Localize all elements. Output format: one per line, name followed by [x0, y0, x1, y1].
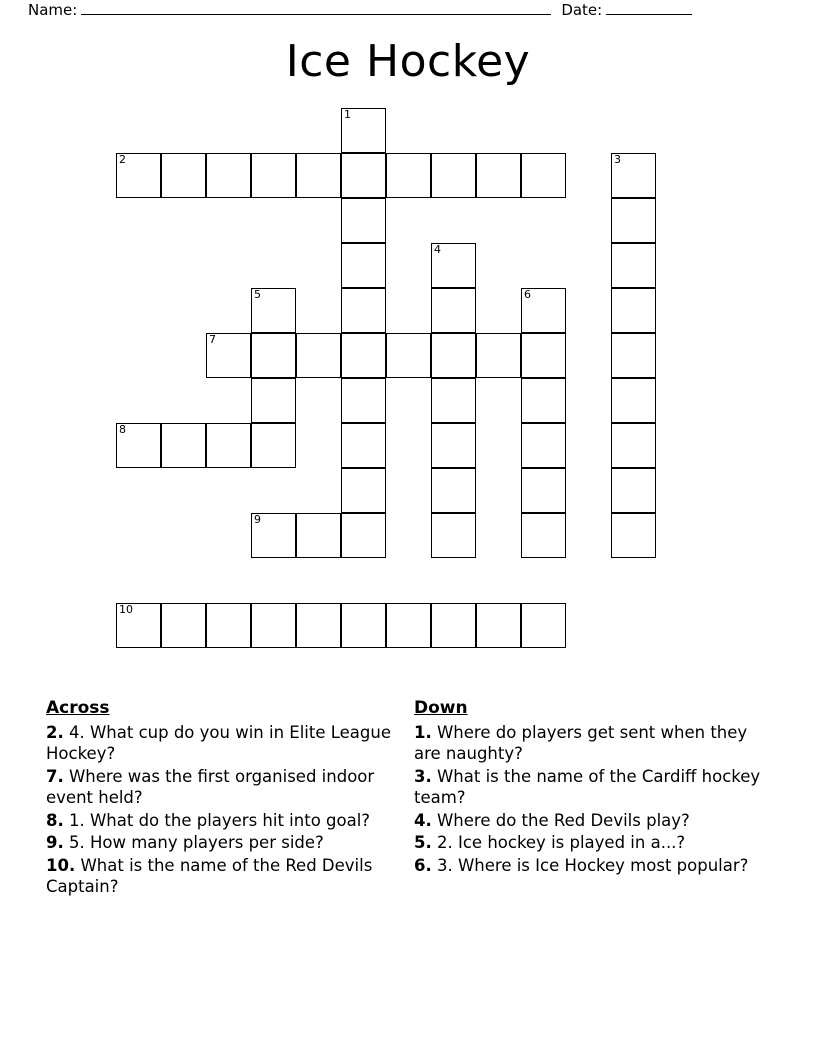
- crossword-cell[interactable]: [611, 153, 656, 198]
- crossword-cell[interactable]: [116, 603, 161, 648]
- crossword-cell[interactable]: [116, 153, 161, 198]
- crossword-cell[interactable]: [206, 333, 251, 378]
- crossword-cell[interactable]: [611, 378, 656, 423]
- clue-number: 8.: [46, 810, 64, 830]
- crossword-cell[interactable]: [341, 153, 386, 198]
- clue-item: [46, 832, 396, 853]
- crossword-cell[interactable]: [161, 153, 206, 198]
- clue-text: 5. How many players per side?: [63, 833, 324, 853]
- crossword-cell[interactable]: [251, 513, 296, 558]
- crossword-cell[interactable]: [431, 603, 476, 648]
- crossword-cell[interactable]: [161, 423, 206, 468]
- crossword-cell[interactable]: [431, 468, 476, 513]
- crossword-cell[interactable]: [206, 603, 251, 648]
- crossword-cell[interactable]: [431, 153, 476, 198]
- crossword-cell[interactable]: [251, 423, 296, 468]
- crossword-cell[interactable]: [476, 333, 521, 378]
- clue-item: [46, 810, 396, 831]
- crossword-cell[interactable]: [206, 423, 251, 468]
- crossword-cell[interactable]: [341, 468, 386, 513]
- crossword-cell[interactable]: [521, 468, 566, 513]
- crossword-cell[interactable]: [611, 513, 656, 558]
- clue-item: [414, 722, 764, 765]
- crossword-cell[interactable]: [611, 243, 656, 288]
- clues-section: [46, 698, 776, 899]
- crossword-cell[interactable]: [521, 378, 566, 423]
- crossword-cell[interactable]: [161, 603, 206, 648]
- crossword-grid[interactable]: [116, 108, 676, 648]
- crossword-cell[interactable]: [386, 603, 431, 648]
- crossword-cell[interactable]: [341, 108, 386, 153]
- date-label: Date:: [561, 1, 603, 19]
- crossword-cell[interactable]: [341, 198, 386, 243]
- cell-number: 5: [254, 288, 261, 301]
- crossword-cell[interactable]: [431, 378, 476, 423]
- crossword-cell[interactable]: [341, 333, 386, 378]
- crossword-cell[interactable]: [431, 288, 476, 333]
- clue-number: 7.: [46, 766, 64, 786]
- across-column: [46, 698, 396, 899]
- crossword-cell[interactable]: [251, 333, 296, 378]
- clue-number: 1.: [414, 723, 432, 742]
- crossword-cell[interactable]: [251, 603, 296, 648]
- crossword-cell[interactable]: [251, 378, 296, 423]
- crossword-cell[interactable]: [611, 468, 656, 513]
- crossword-cell[interactable]: [431, 423, 476, 468]
- crossword-cell[interactable]: [251, 153, 296, 198]
- clue-item: [46, 766, 396, 809]
- clue-number: 5.: [414, 833, 432, 853]
- crossword-cell[interactable]: [431, 243, 476, 288]
- clue-item: [414, 810, 764, 831]
- clue-number: 6.: [414, 855, 432, 875]
- crossword-cell[interactable]: [206, 153, 251, 198]
- across-clue-list: [46, 722, 396, 898]
- crossword-cell[interactable]: [116, 423, 161, 468]
- clue-number: 9.: [46, 833, 64, 853]
- down-column: [414, 698, 764, 899]
- cell-number: 10: [119, 603, 133, 616]
- crossword-cell[interactable]: [386, 333, 431, 378]
- cell-number: 4: [434, 243, 441, 256]
- crossword-cell[interactable]: [341, 513, 386, 558]
- clue-number: 4.: [414, 810, 432, 830]
- name-write-line[interactable]: [81, 0, 551, 15]
- crossword-cell[interactable]: [341, 378, 386, 423]
- cell-number: 2: [119, 153, 126, 166]
- clue-number: 2.: [46, 723, 64, 742]
- cell-number: 9: [254, 513, 261, 526]
- crossword-cell[interactable]: [431, 333, 476, 378]
- crossword-cell[interactable]: [341, 423, 386, 468]
- clue-text: What is the name of the Cardiff hockey team?: [414, 766, 761, 808]
- crossword-cell[interactable]: [521, 513, 566, 558]
- crossword-cell[interactable]: [521, 288, 566, 333]
- crossword-cell[interactable]: [341, 603, 386, 648]
- crossword-cell[interactable]: [476, 603, 521, 648]
- clue-number: 10.: [46, 855, 76, 875]
- crossword-cell[interactable]: [476, 153, 521, 198]
- clue-number: 3.: [414, 766, 432, 786]
- clue-item: [46, 722, 396, 765]
- clue-text: 1. What do the players hit into goal?: [63, 810, 371, 830]
- crossword-cell[interactable]: [521, 153, 566, 198]
- crossword-cell[interactable]: [251, 288, 296, 333]
- across-heading: Across: [46, 698, 110, 718]
- clue-text: Where do players get sent when they are naughty?: [414, 723, 748, 764]
- clue-text: What is the name of the Red Devils Captain?: [46, 855, 373, 897]
- crossword-cell[interactable]: [296, 513, 341, 558]
- cell-number: 8: [119, 423, 126, 436]
- clue-text: 3. Where is Ice Hockey most popular?: [431, 855, 749, 875]
- clue-item: [414, 832, 764, 853]
- crossword-cell[interactable]: [521, 603, 566, 648]
- name-label: Name:: [28, 1, 78, 19]
- crossword-cell[interactable]: [296, 153, 341, 198]
- clue-text: 2. Ice hockey is played in a...?: [431, 833, 686, 853]
- date-write-line[interactable]: [606, 0, 692, 15]
- clue-text: Where do the Red Devils play?: [431, 810, 690, 830]
- crossword-cell[interactable]: [386, 153, 431, 198]
- crossword-cell[interactable]: [611, 333, 656, 378]
- crossword-cell[interactable]: [296, 333, 341, 378]
- clue-text: Where was the first organised indoor event held?: [46, 766, 375, 808]
- crossword-cell[interactable]: [341, 288, 386, 333]
- page-title: Ice Hockey: [285, 36, 531, 87]
- clue-item: [414, 855, 764, 876]
- cell-number: 3: [614, 153, 621, 166]
- crossword-cell[interactable]: [611, 288, 656, 333]
- down-heading: Down: [414, 698, 468, 718]
- cell-number: 6: [524, 288, 531, 301]
- crossword-cell[interactable]: [611, 198, 656, 243]
- crossword-cell[interactable]: [296, 603, 341, 648]
- clue-text: 4. What cup do you win in Elite League Hockey?: [46, 723, 391, 764]
- crossword-cell[interactable]: [521, 423, 566, 468]
- down-clue-list: [414, 722, 764, 876]
- clue-item: [414, 766, 764, 809]
- worksheet-header: [28, 0, 788, 24]
- clue-item: [46, 855, 396, 898]
- crossword-cell[interactable]: [341, 243, 386, 288]
- crossword-cell[interactable]: [431, 513, 476, 558]
- cell-number: 7: [209, 333, 216, 346]
- cell-number: 1: [344, 108, 351, 121]
- crossword-cell[interactable]: [611, 423, 656, 468]
- crossword-cell[interactable]: [521, 333, 566, 378]
